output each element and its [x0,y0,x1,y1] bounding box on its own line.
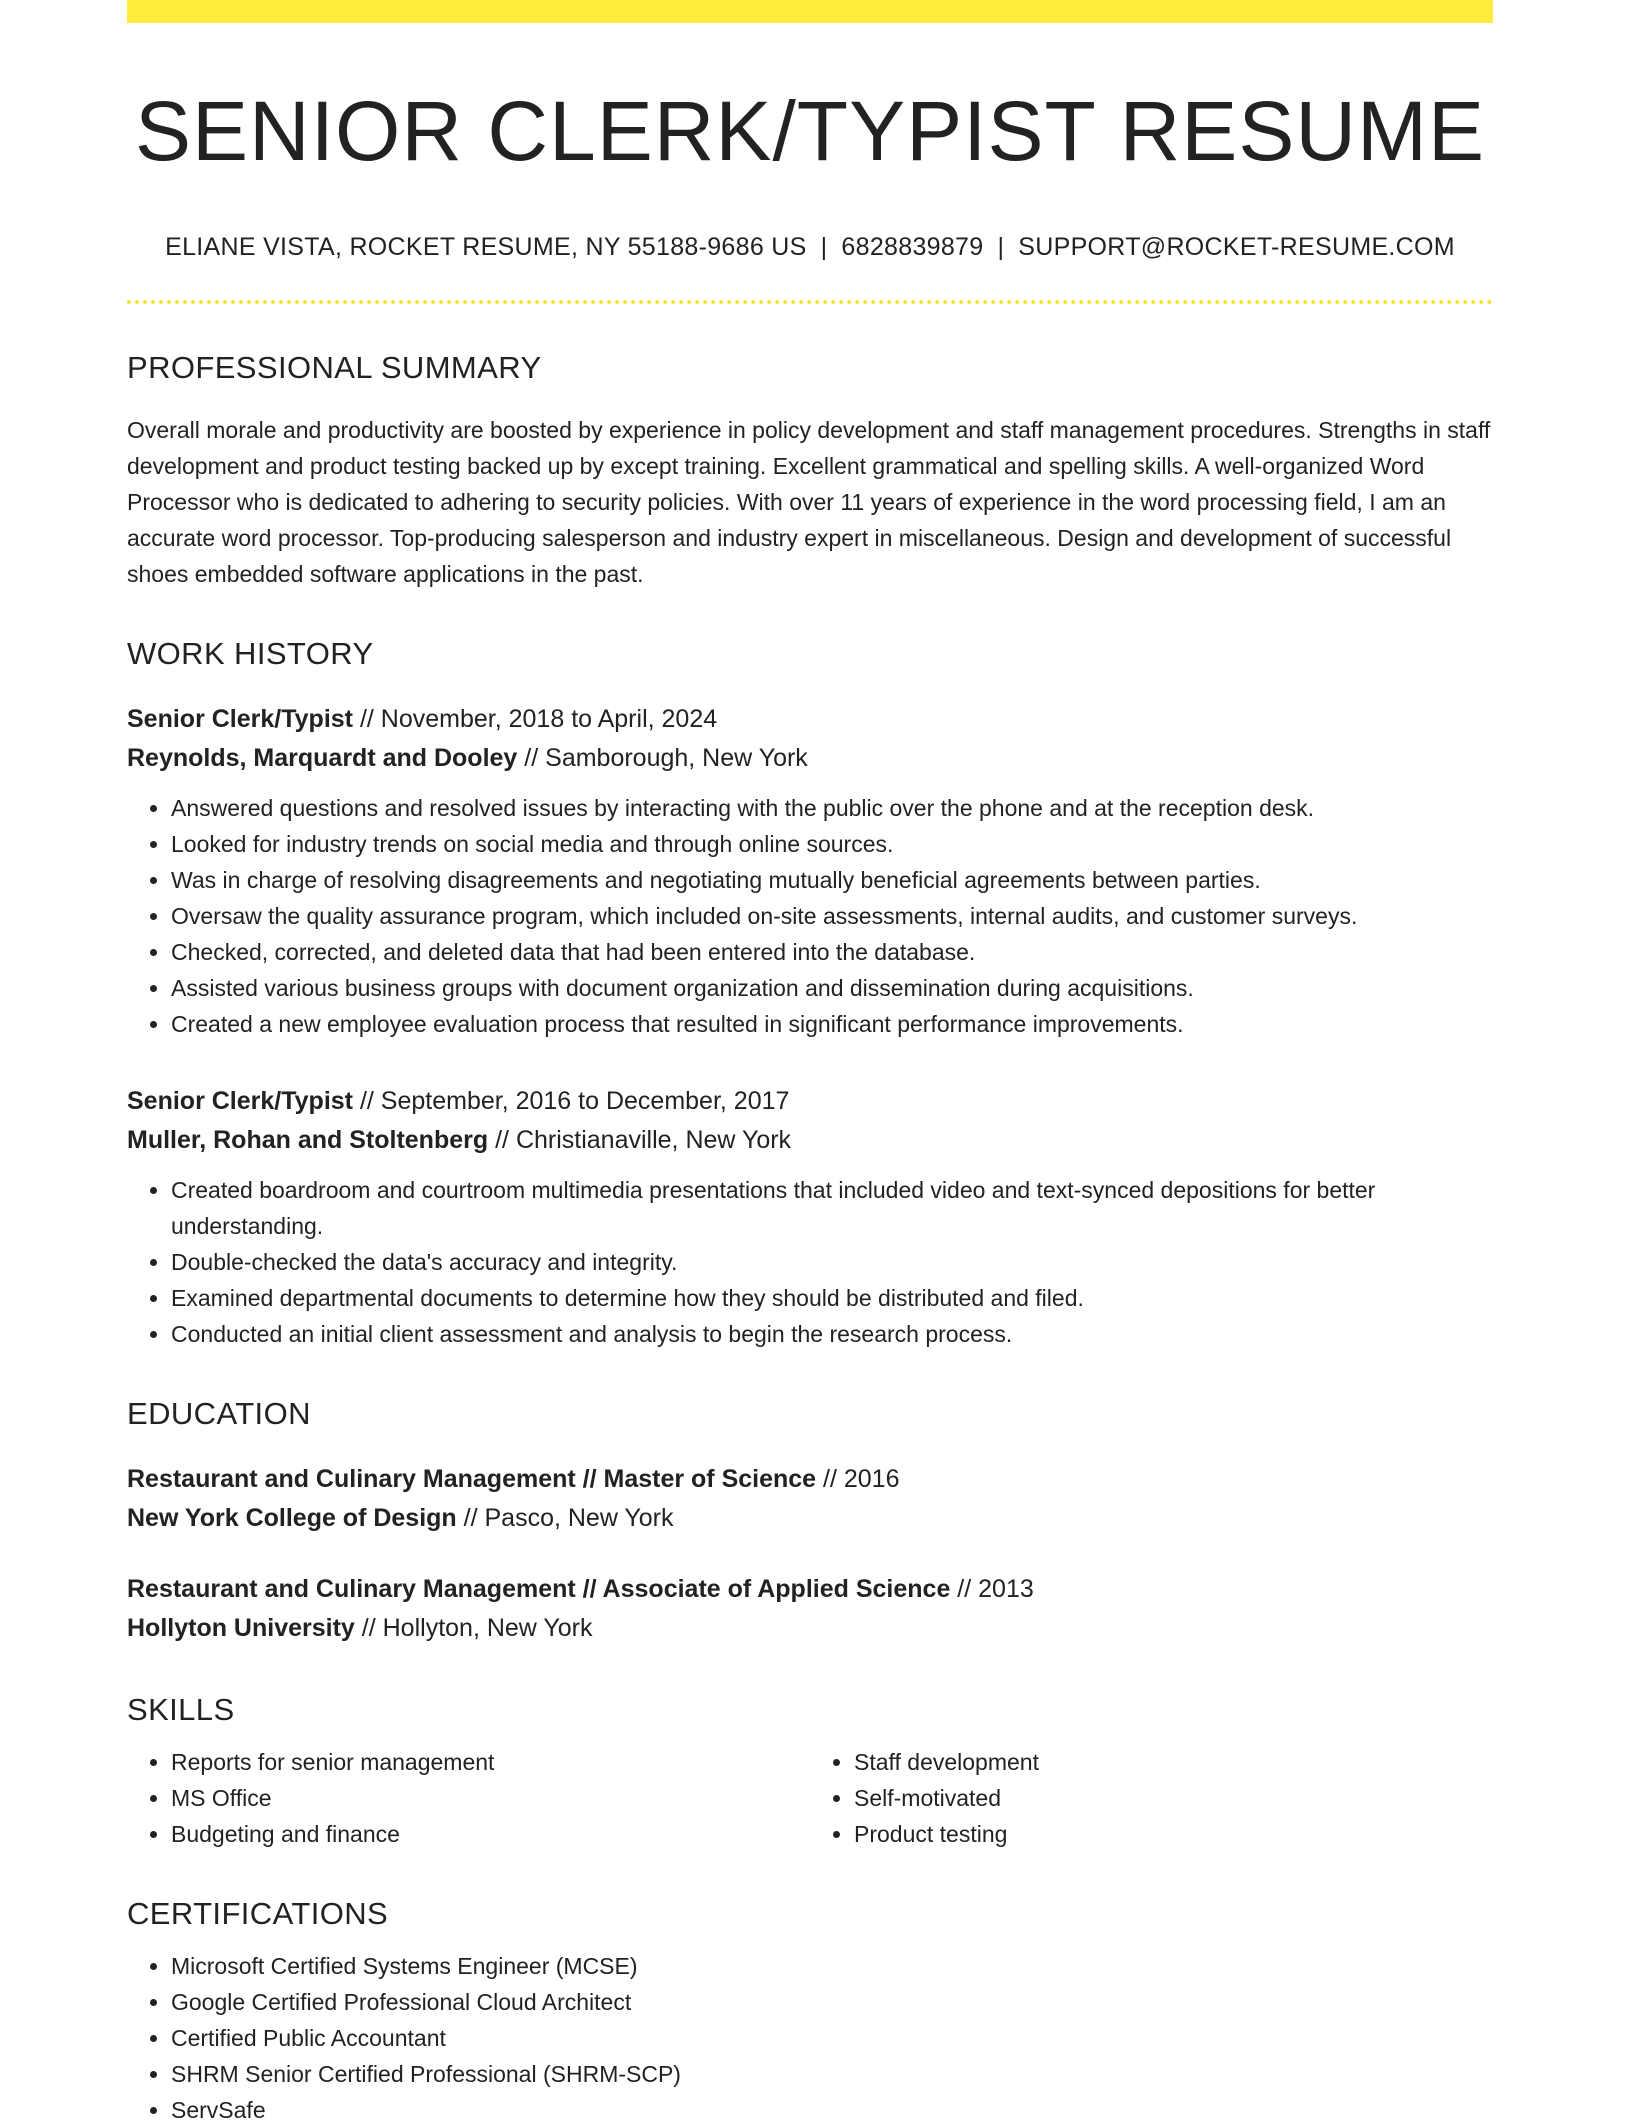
certifications-list [127,1948,1493,2128]
education-entry [127,1570,1493,1648]
field-separator: // [354,1614,383,1643]
list-item: • Assisted various business groups with document organization and dissemination during acquisitions. [171,970,1493,1006]
degree-year: 2013 [978,1575,1034,1604]
job-title-line [127,1082,1493,1121]
list-item: • Examined departmental documents to determine how they should be distributed and filed. [171,1280,1493,1316]
list-item: • Self-motivated [854,1780,1493,1816]
job-dates: September, 2016 to December, 2017 [380,1087,790,1116]
job-location: Samborough, New York [545,744,808,773]
dotted-divider [127,300,1493,304]
job-company-line [127,1121,1493,1160]
list-item: • Budgeting and finance [171,1816,810,1852]
job-location: Christianaville, New York [515,1126,792,1155]
field-separator: // [456,1504,485,1533]
skills-columns [127,1744,1493,1852]
job-entry [127,700,1493,1042]
list-item: • Looked for industry trends on social media and through online sources. [171,826,1493,862]
resume-title: SENIOR CLERK/TYPIST RESUME [134,84,1486,178]
field-separator: // [353,705,381,734]
summary-heading: PROFESSIONAL SUMMARY [127,350,542,386]
job-title: Senior Clerk/Typist [127,1087,353,1116]
field-separator: // [950,1575,979,1604]
certifications-heading: CERTIFICATIONS [127,1896,389,1932]
school-location: Pasco, New York [484,1504,674,1533]
list-item: • Answered questions and resolved issues by interacting with the public over the phone and at the reception desk. [171,790,1493,826]
degree-line [127,1460,1493,1499]
list-item: • ServSafe [171,2092,1493,2128]
accent-top-bar [127,0,1493,23]
skills-list-right [810,1744,1493,1852]
work-history-heading: WORK HISTORY [127,636,374,672]
field-separator: // [353,1087,381,1116]
job-entry [127,1082,1493,1352]
list-item: • Conducted an initial client assessment and analysis to begin the research process. [171,1316,1493,1352]
list-item: • Checked, corrected, and deleted data that had been entered into the database. [171,934,1493,970]
job-company: Reynolds, Marquardt and Dooley [127,744,518,773]
list-item: • Was in charge of resolving disagreements and negotiating mutually beneficial agreements between parties. [171,862,1493,898]
list-item: • Reports for senior management [171,1744,810,1780]
list-item: • Created boardroom and courtroom multimedia presentations that included video and text-synced depositions for better understanding. [171,1172,1493,1244]
job-bullet-list [127,790,1493,1042]
field-separator: // [816,1465,844,1494]
skills-heading: SKILLS [127,1692,235,1728]
degree-line [127,1570,1493,1609]
job-company: Muller, Rohan and Stoltenberg [127,1126,489,1155]
contact-separator: | [997,233,1005,262]
education-heading: EDUCATION [127,1396,311,1432]
school: Hollyton University [127,1614,355,1643]
school: New York College of Design [127,1504,457,1533]
degree: Restaurant and Culinary Management // Associate of Applied Science [127,1575,951,1604]
list-item: • MS Office [171,1780,810,1816]
list-item: • Staff development [854,1744,1493,1780]
list-item: • SHRM Senior Certified Professional (SHRM-SCP) [171,2056,1493,2092]
job-title-line [127,700,1493,739]
job-dates: November, 2018 to April, 2024 [380,705,718,734]
degree-year: 2016 [843,1465,900,1494]
school-line [127,1609,1493,1648]
contact-phone: 6828839879 [841,233,984,262]
summary-text: Overall morale and productivity are boosted by experience in policy development and staff management procedures. Strengths in staff development and product testing backed up by except training. Excellent grammatical and spelling skills. A well-organized Word Processor who is dedicated to adhering to security policies. With over 11 years of experience in the word processing field, I am an accurate word processor. Top-producing salesperson and industry expert in miscellaneous. Design and development of successful shoes embedded software applications in the past. [127,417,1491,588]
contact-email[interactable]: SUPPORT@ROCKET-RESUME.COM [1018,233,1455,262]
list-item: • Google Certified Professional Cloud Architect [171,1984,1493,2020]
list-item: • Oversaw the quality assurance program, which included on-site assessments, internal audits, and customer surveys. [171,898,1493,934]
job-bullet-list [127,1172,1493,1352]
list-item: • Certified Public Accountant [171,2020,1493,2056]
list-item: • Double-checked the data's accuracy and integrity. [171,1244,1493,1280]
contact-address: ELIANE VISTA, ROCKET RESUME, NY 55188-9686 US [165,233,807,262]
school-location: Hollyton, New York [382,1614,593,1643]
school-line [127,1499,1493,1538]
contact-line [127,233,1493,262]
list-item: • Created a new employee evaluation process that resulted in significant performance improvements. [171,1006,1493,1042]
contact-separator: | [820,233,828,262]
job-company-line [127,739,1493,778]
degree: Restaurant and Culinary Management // Master of Science [127,1465,817,1494]
education-entry [127,1460,1493,1538]
list-item: • Microsoft Certified Systems Engineer (MCSE) [171,1948,1493,1984]
skills-list-left [127,1744,810,1852]
list-item: • Product testing [854,1816,1493,1852]
field-separator: // [488,1126,516,1155]
field-separator: // [517,744,546,773]
resume-page [127,0,1493,2128]
job-title: Senior Clerk/Typist [127,705,353,734]
